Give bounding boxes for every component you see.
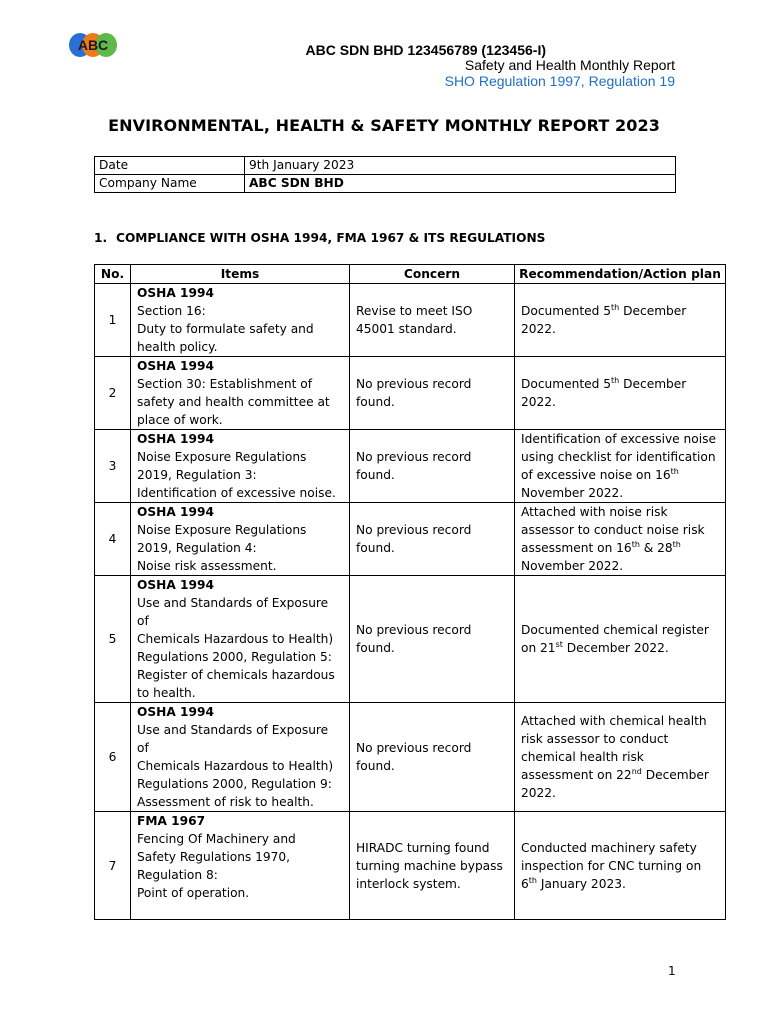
row-number: 3 [95, 430, 131, 503]
item-line: Safety Regulations 1970, [137, 850, 291, 864]
company-logo [66, 30, 122, 60]
item-line: Use and Standards of Exposure [137, 723, 329, 737]
row-number: 1 [95, 284, 131, 357]
recommendation-text: Conducted machinery safety inspection for CNC turning on 6 [521, 840, 702, 891]
item-line: Assessment of risk to health. [137, 795, 314, 809]
row-concern: No previous record found. [350, 576, 515, 703]
recommendation-text: Attached with noise risk assessor to conduct noise risk assessment on 16 [521, 505, 705, 555]
item-act: OSHA 1994 [137, 432, 214, 446]
row-items [131, 576, 350, 703]
header-recommendation: Recommendation/Action plan [515, 265, 726, 284]
item-line: 2019, Regulation 4: [137, 541, 257, 555]
recommendation-text: December 2022. [521, 304, 687, 336]
recommendation-text: November 2022. [521, 559, 624, 573]
item-line: to health. [137, 686, 196, 700]
company-label: Company Name [95, 175, 245, 193]
regulation-reference: SHO Regulation 1997, Regulation 19 [444, 73, 675, 89]
item-line: place of work. [137, 413, 223, 427]
item-line: health policy. [137, 340, 218, 354]
item-line: safety and health committee at [137, 395, 330, 409]
item-act: OSHA 1994 [137, 578, 214, 592]
table-row [95, 812, 726, 920]
item-act: FMA 1967 [137, 814, 206, 828]
recommendation-text: Attached with chemical health risk assessor to conduct chemical health risk assessment on 22 [521, 714, 707, 782]
recommendation-text: Documented chemical register on 21 [521, 623, 709, 655]
table-row [95, 284, 726, 357]
ordinal-suffix: th [611, 375, 620, 385]
ordinal-suffix: th [528, 875, 537, 885]
page-number: 1 [668, 964, 676, 978]
date-row [95, 157, 676, 175]
item-line: Fencing Of Machinery and [137, 832, 296, 846]
item-act: OSHA 1994 [137, 505, 214, 519]
item-line: 2019, Regulation 3: [137, 468, 257, 482]
table-row [95, 357, 726, 430]
item-line: Section 30: Establishment of [137, 377, 313, 391]
row-concern: No previous record found. [350, 430, 515, 503]
company-value: ABC SDN BHD [245, 175, 676, 193]
recommendation-text: Documented 5 [521, 304, 612, 318]
recommendation-text: January 2023. [536, 876, 626, 891]
recommendation-text: Identification of excessive noise using checklist for identification of excessive noise on 16 [521, 432, 716, 482]
ordinal-suffix: nd [631, 766, 642, 776]
logo-graphic [66, 30, 122, 60]
ordinal-suffix: th [611, 302, 620, 312]
row-concern: No previous record found. [350, 703, 515, 812]
ordinal-suffix: th [631, 539, 640, 549]
row-recommendation [515, 812, 726, 920]
section-title: COMPLIANCE WITH OSHA 1994, FMA 1967 & ITS REGULATIONS [116, 231, 546, 245]
date-label: Date [95, 157, 245, 175]
row-items [131, 703, 350, 812]
compliance-table [94, 264, 726, 920]
item-line: Noise Exposure Regulations [137, 523, 307, 537]
report-info-table [94, 156, 676, 193]
table-row [95, 430, 726, 503]
ordinal-suffix: th [672, 539, 681, 549]
item-line: Register of chemicals hazardous [137, 668, 335, 682]
row-items [131, 503, 350, 576]
row-items [131, 430, 350, 503]
item-line: Noise Exposure Regulations [137, 450, 307, 464]
section-number: 1. [94, 231, 108, 245]
row-recommendation [515, 703, 726, 812]
row-recommendation [515, 357, 726, 430]
item-line: Chemicals Hazardous to Health) [137, 632, 334, 646]
table-header-row [95, 265, 726, 284]
recommendation-text: December 2022. [562, 641, 669, 655]
item-line: Regulation 8: [137, 868, 218, 882]
date-value: 9th January 2023 [245, 157, 676, 175]
recommendation-text: December 2022. [521, 768, 709, 800]
item-line: Duty to formulate safety and [137, 322, 314, 336]
row-recommendation [515, 284, 726, 357]
header-concern: Concern [350, 265, 515, 284]
recommendation-text: November 2022. [521, 486, 624, 500]
row-concern: No previous record found. [350, 357, 515, 430]
row-items [131, 284, 350, 357]
company-registration: ABC SDN BHD 123456789 (123456-I) [305, 42, 546, 58]
item-line: Section 16: [137, 304, 206, 318]
header-items: Items [131, 265, 350, 284]
item-line: Regulations 2000, Regulation 5: [137, 650, 332, 664]
recommendation-text: December 2022. [521, 377, 687, 409]
recommendation-text: Documented 5 [521, 377, 612, 391]
item-line: Noise risk assessment. [137, 559, 277, 573]
table-row [95, 503, 726, 576]
ordinal-suffix: th [670, 466, 679, 476]
row-number: 4 [95, 503, 131, 576]
row-items [131, 812, 350, 920]
row-recommendation [515, 576, 726, 703]
item-act: OSHA 1994 [137, 705, 214, 719]
item-act: OSHA 1994 [137, 359, 214, 373]
item-line: Regulations 2000, Regulation 9: [137, 777, 332, 791]
item-line: of [137, 614, 149, 628]
header-no: No. [95, 265, 131, 284]
table-row [95, 576, 726, 703]
item-line: Point of operation. [137, 886, 250, 900]
item-line: Chemicals Hazardous to Health) [137, 759, 334, 773]
item-act: OSHA 1994 [137, 286, 214, 300]
page-title: ENVIRONMENTAL, HEALTH & SAFETY MONTHLY REPORT 2023 [108, 116, 660, 135]
company-row [95, 175, 676, 193]
row-concern: No previous record found. [350, 503, 515, 576]
row-number: 2 [95, 357, 131, 430]
row-recommendation [515, 503, 726, 576]
row-recommendation [515, 430, 726, 503]
item-line: Identification of excessive noise. [137, 486, 336, 500]
report-name: Safety and Health Monthly Report [464, 57, 675, 73]
item-line: Use and Standards of Exposure [137, 596, 329, 610]
item-line: of [137, 741, 149, 755]
row-items [131, 357, 350, 430]
row-concern: Revise to meet ISO 45001 standard. [350, 284, 515, 357]
recommendation-text: & 28 [639, 541, 673, 555]
section-heading [94, 231, 545, 245]
logo-text: ABC [77, 37, 109, 53]
ordinal-suffix: st [555, 639, 563, 649]
row-concern: HIRADC turning found turning machine bypass interlock system. [350, 812, 515, 920]
row-number: 6 [95, 703, 131, 812]
row-number: 5 [95, 576, 131, 703]
table-row [95, 703, 726, 812]
row-number: 7 [95, 812, 131, 920]
